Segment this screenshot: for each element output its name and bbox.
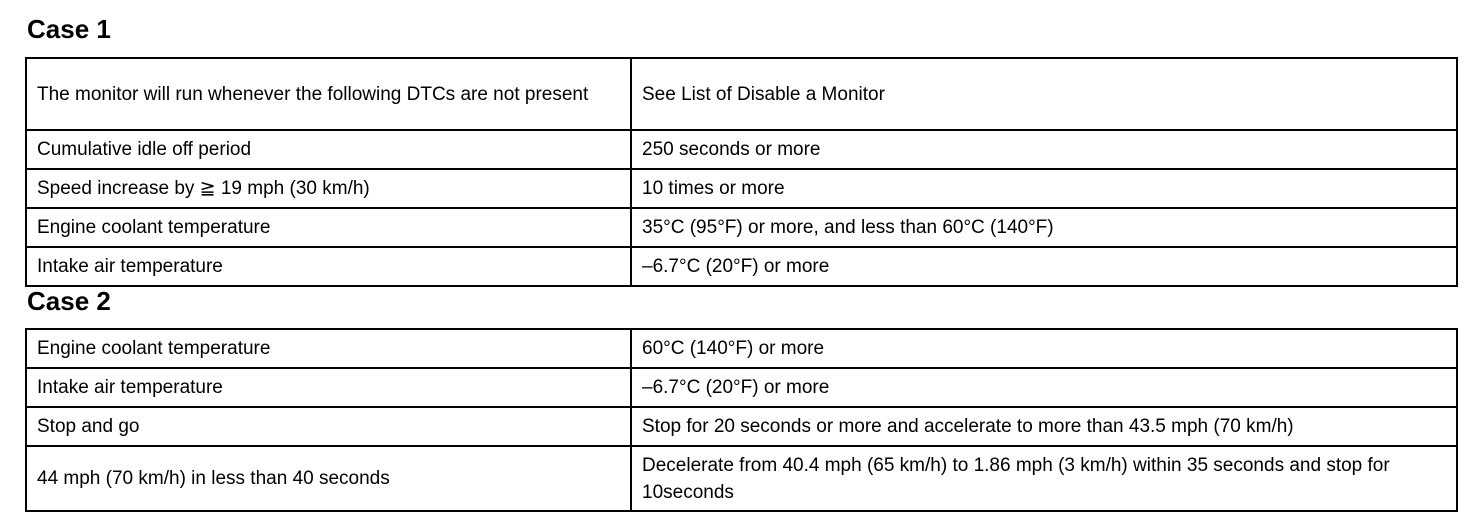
table-row — [26, 368, 1457, 407]
condition-cell: Cumulative idle off period — [26, 130, 631, 169]
value-cell: 10 times or more — [631, 169, 1457, 208]
value-cell: Decelerate from 40.4 mph (65 km/h) to 1.86 mph (3 km/h) within 35 seconds and stop for 10seconds — [631, 446, 1457, 511]
value-cell: See List of Disable a Monitor — [631, 58, 1457, 130]
condition-cell: 44 mph (70 km/h) in less than 40 seconds — [26, 446, 631, 511]
condition-cell: Intake air temperature — [26, 247, 631, 286]
table-row — [26, 247, 1457, 286]
table-row — [26, 169, 1457, 208]
table-row — [26, 446, 1457, 511]
case-1-heading: Case 1 — [27, 14, 111, 44]
value-cell: 60°C (140°F) or more — [631, 329, 1457, 368]
table-row — [26, 407, 1457, 446]
condition-cell: Stop and go — [26, 407, 631, 446]
table-row — [26, 58, 1457, 130]
case-2-heading: Case 2 — [27, 286, 111, 316]
value-cell: –6.7°C (20°F) or more — [631, 247, 1457, 286]
condition-cell: Engine coolant temperature — [26, 329, 631, 368]
case-2-table — [25, 328, 1458, 512]
condition-cell: Intake air temperature — [26, 368, 631, 407]
value-cell: 250 seconds or more — [631, 130, 1457, 169]
table-row — [26, 208, 1457, 247]
condition-cell: Speed increase by ≧ 19 mph (30 km/h) — [26, 169, 631, 208]
case-1-table — [25, 57, 1458, 287]
table-row — [26, 329, 1457, 368]
value-cell: –6.7°C (20°F) or more — [631, 368, 1457, 407]
value-cell: Stop for 20 seconds or more and accelerate to more than 43.5 mph (70 km/h) — [631, 407, 1457, 446]
condition-cell: The monitor will run whenever the following DTCs are not present — [26, 58, 631, 130]
condition-cell: Engine coolant temperature — [26, 208, 631, 247]
value-cell: 35°C (95°F) or more, and less than 60°C (140°F) — [631, 208, 1457, 247]
table-row — [26, 130, 1457, 169]
